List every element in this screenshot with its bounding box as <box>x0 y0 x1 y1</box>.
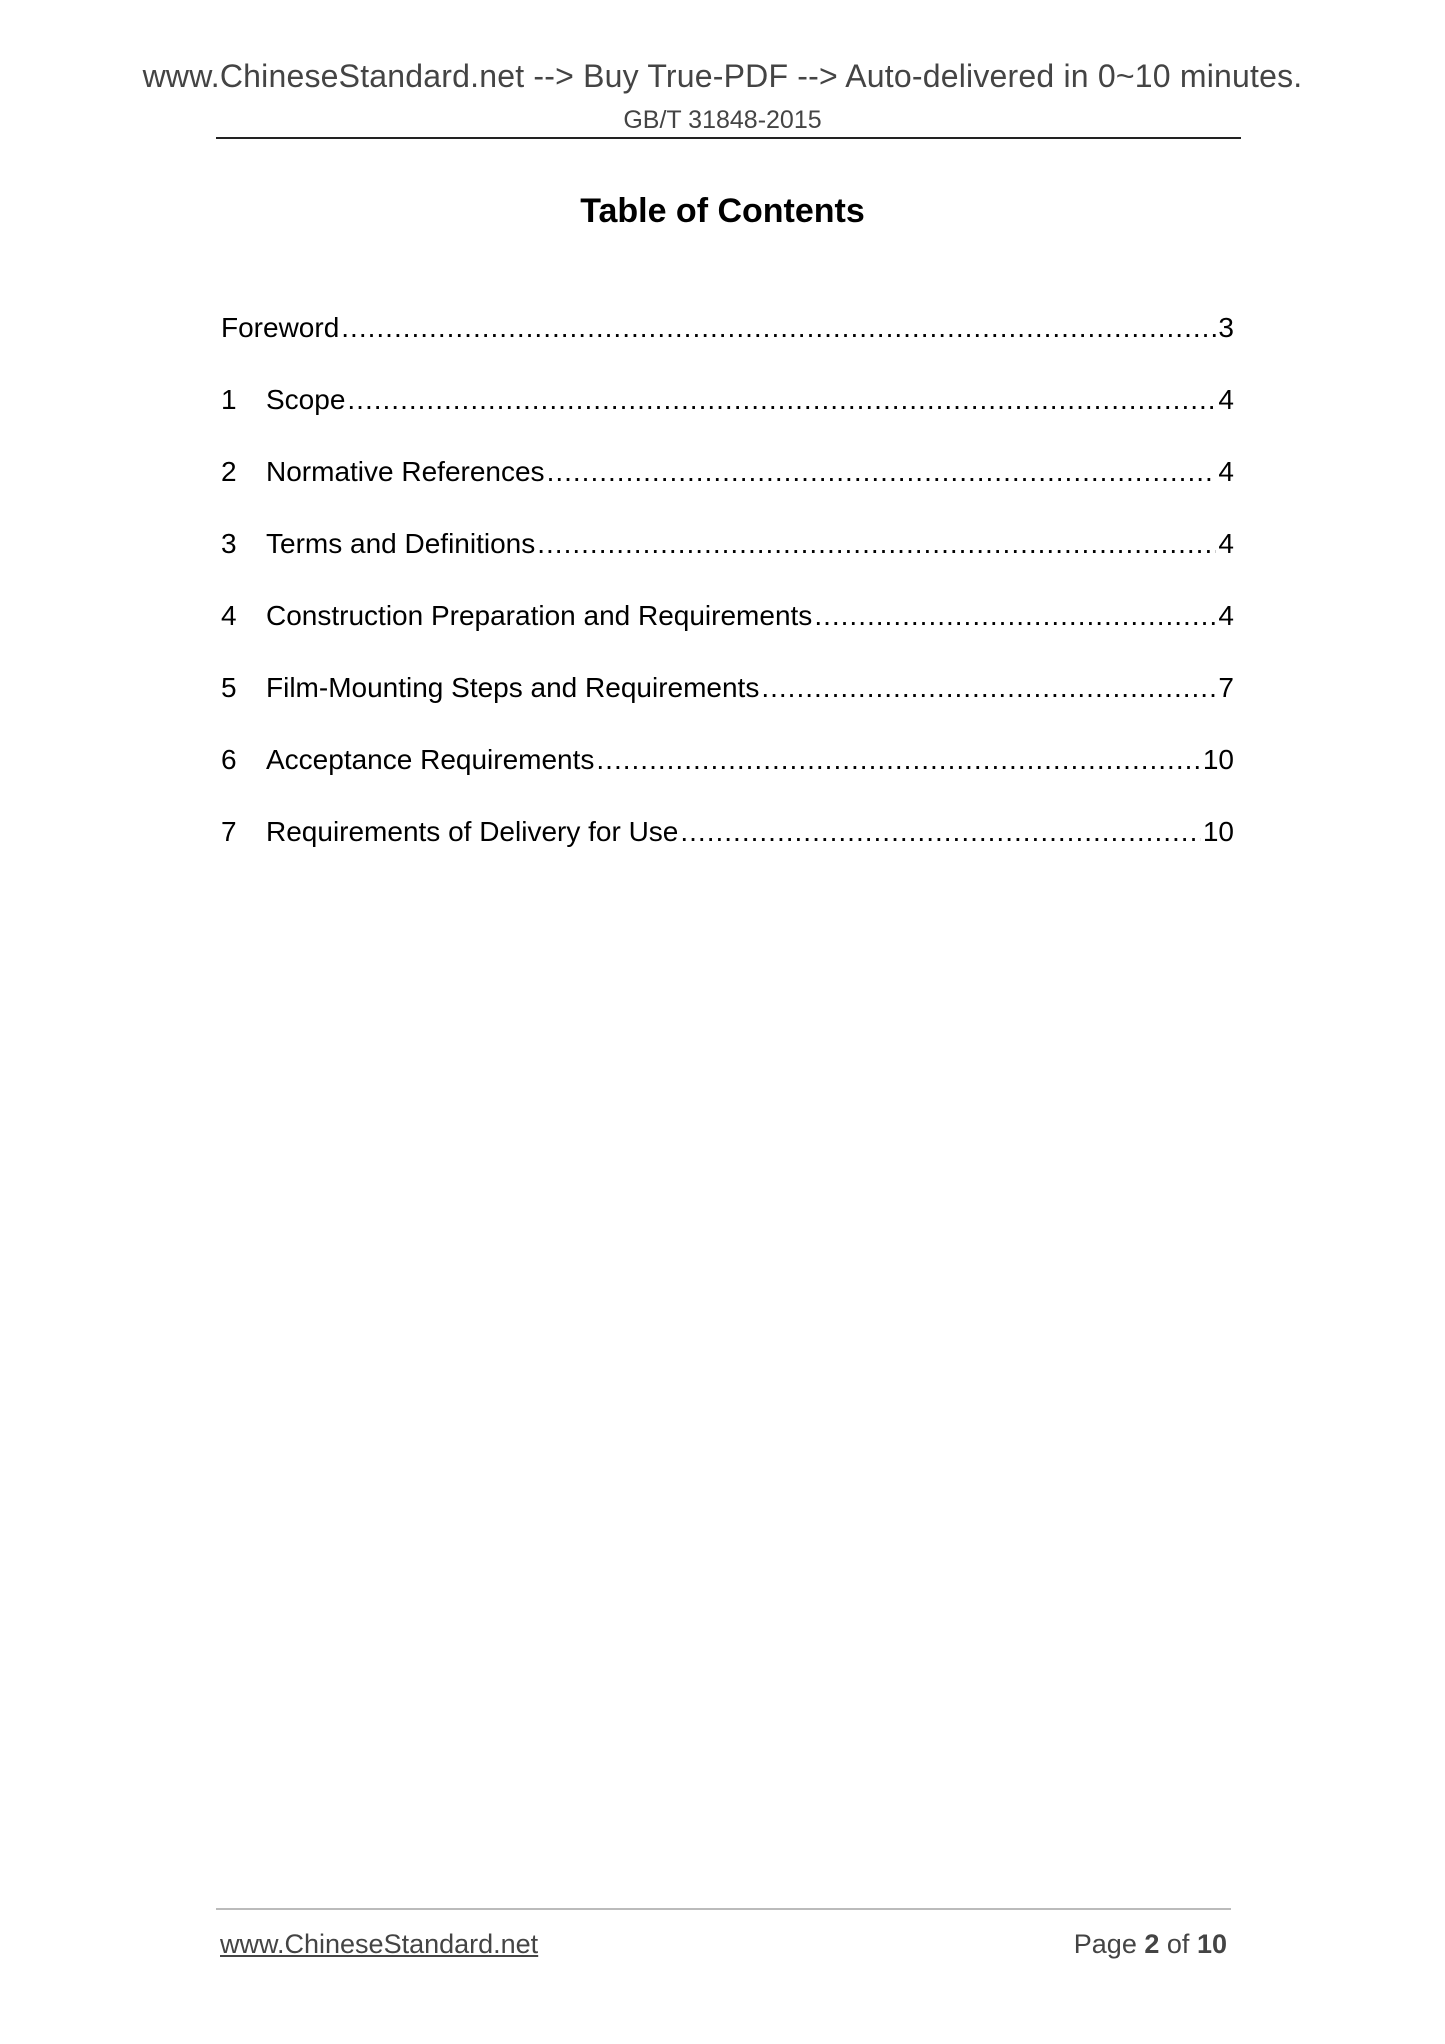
toc-entry-scope[interactable] <box>221 384 1234 456</box>
toc-entry-construction-preparation[interactable] <box>221 600 1234 672</box>
toc-leader-dots <box>596 744 1200 776</box>
toc-entry-page: 4 <box>1218 384 1234 415</box>
toc-entry-text: Requirements of Delivery for Use <box>266 816 679 847</box>
page-current: 2 <box>1144 1929 1160 1959</box>
toc-entry-text: Foreword <box>221 312 340 343</box>
toc-entry-text: Scope <box>266 384 346 415</box>
toc-entry-acceptance-requirements[interactable] <box>221 744 1234 816</box>
footer-site-link[interactable]: www.ChineseStandard.net <box>220 1929 539 1959</box>
toc-entry-number: 5 <box>221 672 237 703</box>
toc-leader-dots <box>761 672 1216 704</box>
toc-entry-number: 2 <box>221 456 237 487</box>
toc-leader-dots <box>347 384 1216 416</box>
toc-entry-foreword[interactable] <box>221 312 1234 384</box>
toc-entry-normative-references[interactable] <box>221 456 1234 528</box>
page-of-label: of <box>1166 1929 1190 1959</box>
toc-entry-text: Construction Preparation and Requirements <box>266 600 813 631</box>
toc-entry-page: 10 <box>1202 816 1234 847</box>
toc-title: Table of Contents <box>580 192 865 230</box>
page-total: 10 <box>1196 1929 1227 1959</box>
footer-divider <box>216 1908 1231 1910</box>
page-label: Page <box>1073 1929 1137 1959</box>
header-banner: www.ChineseStandard.net --> Buy True-PDF --> Auto-delivered in 0~10 minutes. <box>142 58 1303 94</box>
toc-entry-film-mounting-steps[interactable] <box>221 672 1234 744</box>
toc-entry-page: 3 <box>1218 312 1234 343</box>
document-id: GB/T 31848-2015 <box>623 106 822 134</box>
toc-leader-dots <box>537 528 1216 560</box>
toc-entry-text: Acceptance Requirements <box>266 744 595 775</box>
table-of-contents <box>221 312 1234 888</box>
header-divider <box>216 137 1241 139</box>
toc-entry-text: Normative References <box>266 456 545 487</box>
toc-leader-dots <box>547 456 1217 488</box>
toc-leader-dots <box>814 600 1216 632</box>
toc-entry-text: Film-Mounting Steps and Requirements <box>266 672 760 703</box>
toc-entry-page: 4 <box>1218 456 1234 487</box>
toc-entry-number: 7 <box>221 816 237 847</box>
toc-entry-page: 7 <box>1218 672 1234 703</box>
toc-entry-number: 6 <box>221 744 237 775</box>
toc-entry-number: 3 <box>221 528 237 559</box>
toc-leader-dots <box>680 816 1200 848</box>
toc-entry-terms-and-definitions[interactable] <box>221 528 1234 600</box>
toc-entry-requirements-of-delivery[interactable] <box>221 816 1234 888</box>
toc-entry-page: 10 <box>1202 744 1234 775</box>
page-number <box>1074 1929 1227 1960</box>
toc-entry-page: 4 <box>1218 528 1234 559</box>
toc-entry-page: 4 <box>1218 600 1234 631</box>
toc-entry-number: 1 <box>221 384 237 415</box>
toc-leader-dots <box>341 312 1216 344</box>
toc-entry-text: Terms and Definitions <box>266 528 536 559</box>
toc-entry-number: 4 <box>221 600 237 631</box>
